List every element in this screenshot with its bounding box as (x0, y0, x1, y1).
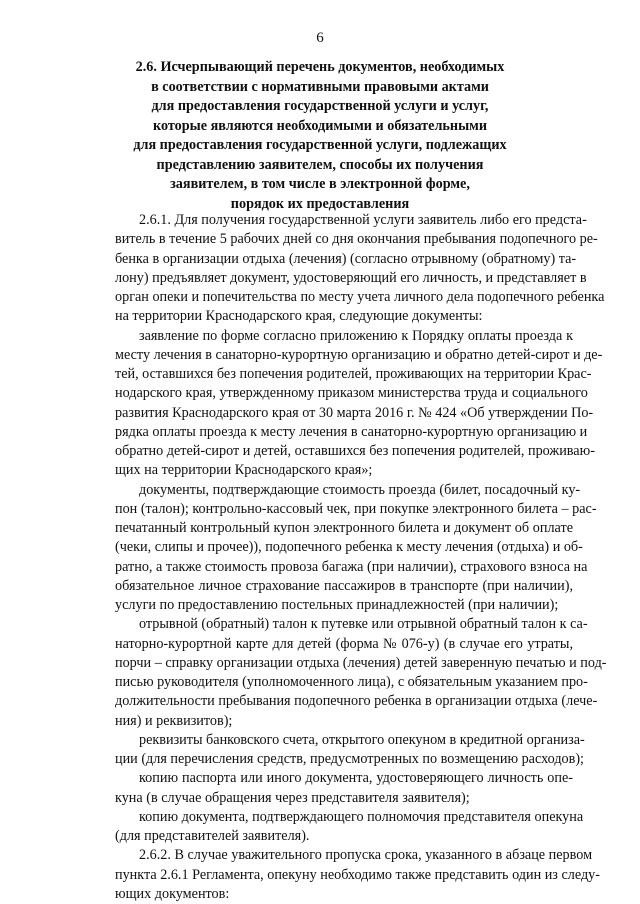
text-line: куна (в случае обращения через представителя заявителя); (115, 789, 470, 806)
paragraph (115, 731, 585, 770)
paragraph (115, 769, 573, 808)
text-line: щих на территории Краснодарского края»; (115, 462, 373, 479)
text-line: месту лечения в санаторно-курортную организацию и обратно детей-сирот и де- (115, 346, 603, 363)
text-line: на территории Краснодарского края, следующие документы: (115, 308, 483, 325)
page-number: 6 (316, 30, 324, 46)
text-line: лону) предъявляет документ, удостоверяющий его личность, и представляет в (115, 269, 587, 286)
heading-line: 2.6. Исчерпывающий перечень документов, необходимых (135, 59, 505, 75)
text-line: ратно, а также стоимость провоза багажа (при наличии), страхового взноса на (115, 558, 588, 575)
text-line: (чеки, слипы и прочее)), подопечного ребенка к месту лечения (отдыха) и об- (115, 539, 583, 556)
text-line: порчи – справку организации отдыха (лечения) детей заверенную печатью и под- (115, 654, 607, 671)
text-line: 2.6.2. В случае уважительного пропуска срока, указанного в абзаце первом (139, 847, 593, 864)
text-line: ния) и реквизитов); (115, 712, 233, 729)
paragraph (115, 211, 605, 327)
heading-line: порядок их предоставления (230, 195, 410, 212)
text-line: нодарского края, утвержденному приказом министерства труда и социального (115, 385, 588, 402)
text-line: обязательное личное страхование пассажиров в транспорте (при наличии), (115, 577, 573, 594)
text-line: пон (талон); контрольно-кассовый чек, при покупке электронного билета – рас- (115, 500, 597, 517)
text-line: документы, подтверждающие стоимость проезда (билет, посадочный ку- (139, 481, 581, 498)
text-line: заявление по форме согласно приложению к Порядку оплаты проезда к (139, 327, 573, 344)
text-line: 2.6.1. Для получения государственной услуги заявитель либо его предста- (139, 212, 587, 228)
text-line: обратно детей-сирот и детей, оставшихся без попечения родителей, проживаю- (115, 443, 595, 459)
paragraph (115, 327, 603, 481)
text-line: орган опеки и попечительства по месту учета личного дела подопечного ребенка (115, 289, 605, 305)
heading-line: заявителем, в том числе в электронной форме, (170, 176, 470, 192)
text-line: ции (для перечисления средств, предусмотренных по возмещению расходов); (115, 751, 585, 767)
text-line: отрывной (обратный) талон к путевке или отрывной обратный талон к са- (139, 616, 588, 633)
text-line: ющих документов: (115, 885, 230, 902)
document-body (115, 211, 607, 904)
heading-line: для предоставления государственной услуги и услуг, (151, 98, 489, 114)
text-line: наторно-курортной карте для детей (форма № 076-у) (в случае его утраты, (115, 635, 573, 652)
heading-line: для предоставления государственной услуги, подлежащих (133, 137, 507, 153)
paragraph (115, 808, 584, 847)
heading-line: в соответствии с нормативными правовыми актами (151, 78, 489, 95)
text-line: услуги по предоставлению постельных принадлежностей (при наличии); (115, 597, 559, 613)
section-heading (80, 58, 560, 214)
paragraph (115, 481, 597, 616)
text-line: (для представителей заявителя). (115, 828, 310, 844)
heading-line: представлению заявителем, способы их получения (156, 156, 484, 173)
text-line: реквизиты банковского счета, открытого опекуном в кредитной организа- (139, 731, 585, 748)
text-line: печатанный контрольный купон электронного билета и документ об оплате (115, 520, 573, 536)
text-line: писью руководителя (уполномоченного лица), с обязательным указанием про- (115, 674, 588, 690)
text-line: витель в течение 5 рабочих дней со дня окончания пребывания подопечного ре- (115, 231, 598, 248)
heading-line: которые являются необходимыми и обязательными (153, 117, 487, 134)
text-line: должительности пребывания подопечного ребенка в организации отдыха (лече- (115, 693, 598, 710)
text-line: копию паспорта или иного документа, удостоверяющего личность опе- (139, 770, 573, 787)
text-line: рядка оплаты проезда к месту лечения в санаторно-курортную организацию и (115, 423, 588, 440)
text-line: тей, оставшихся без попечения родителей, проживающих на территории Крас- (115, 366, 592, 382)
paragraph (115, 846, 600, 904)
paragraph (115, 615, 607, 731)
text-line: копию документа, подтверждающего полномочия представителя опекуна (139, 808, 584, 825)
text-line: развития Краснодарского края от 30 марта 2016 г. № 424 «Об утверждении По- (115, 404, 594, 421)
text-line: бенка в организации отдыха (лечения) (согласно отрывному (обратному) та- (115, 250, 577, 267)
text-line: пункта 2.6.1 Регламента, опекуну необходимо также представить один из следу- (115, 866, 600, 883)
